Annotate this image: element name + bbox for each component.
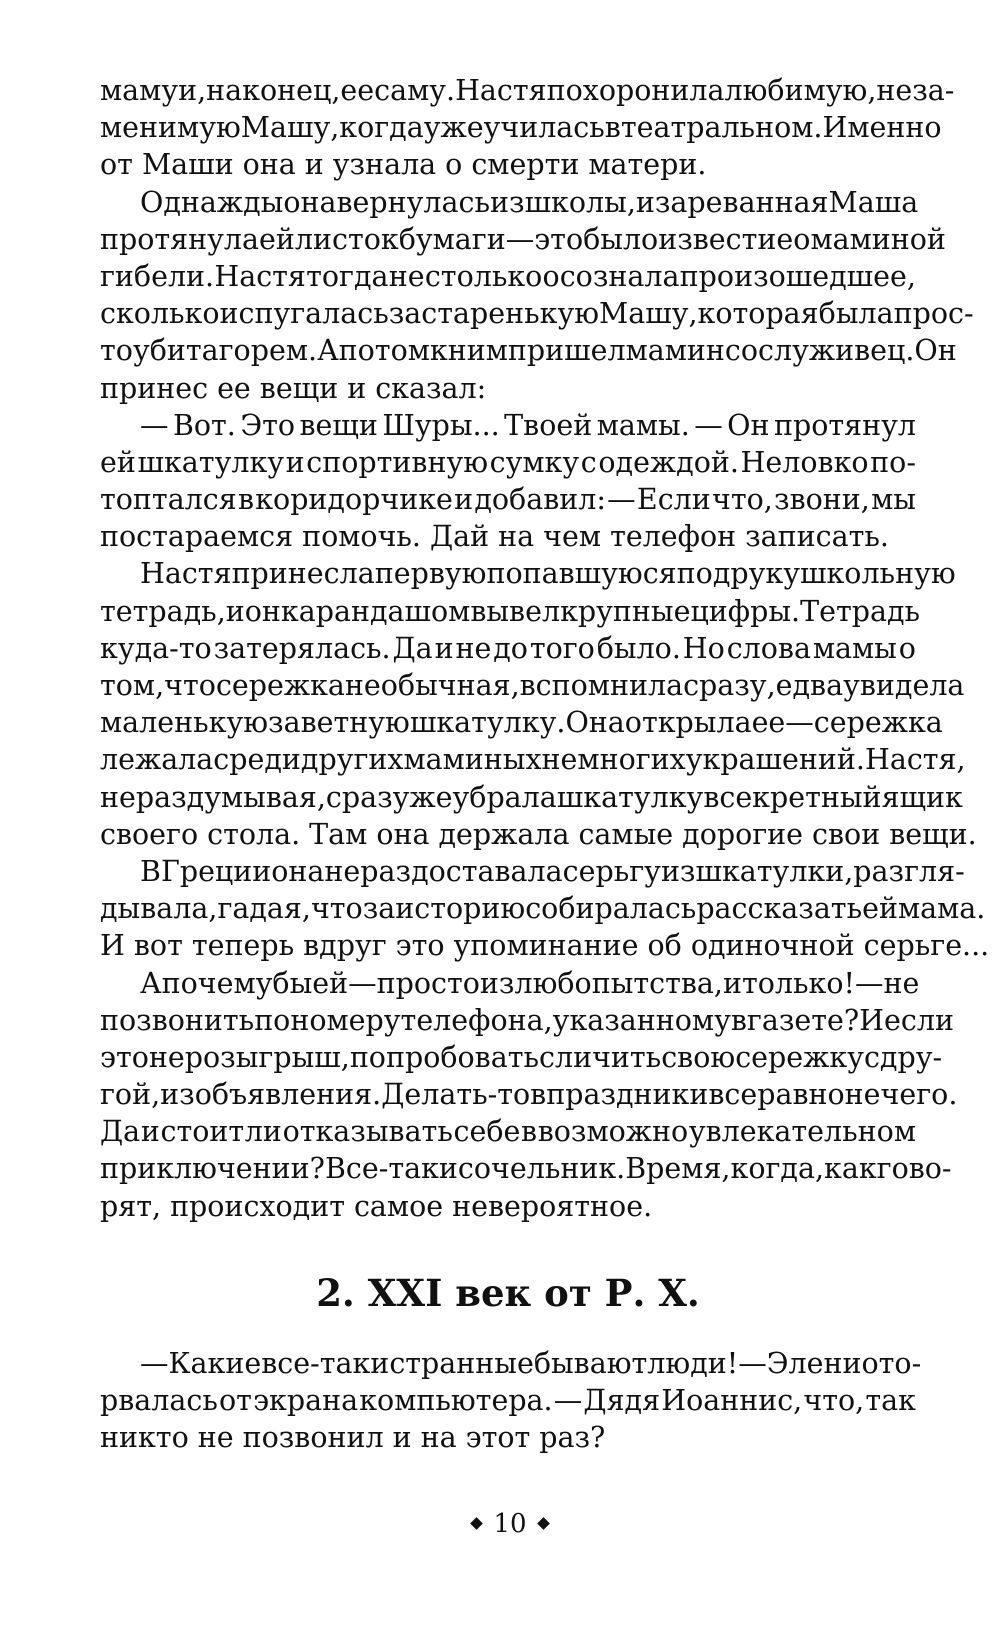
- text-line: И вот теперь вдруг это упоминание об одиночной серьге...: [100, 929, 990, 963]
- text-line: постараемся помочь. Дай на чем телефон записать.: [100, 520, 889, 554]
- page-number: 10: [493, 1509, 527, 1539]
- diamond-left-icon: [471, 1517, 484, 1530]
- text-line: В Греции она не раз доставала серьгу из шкатулки, разгля-: [140, 854, 965, 888]
- text-line: гибели. Настя тогда не столько осознала произошедшее,: [100, 259, 916, 293]
- text-line: никто не позвонил и на этот раз?: [100, 1421, 606, 1455]
- text-line: маленькую заветную шкатулку. Она открыла ее — сережка: [100, 706, 943, 740]
- body-text-block: [100, 72, 990, 1225]
- text-line: позвонить по номеру телефона, указанному в газете? И если: [100, 1003, 954, 1037]
- text-line: том, что сережка необычная, вспомнила сразу, едва увидела: [100, 669, 965, 702]
- text-line: от Маши она и узнала о смерти матери.: [100, 148, 707, 182]
- text-line: Да и стоит ли отказывать себе в возможно увлекательном: [100, 1115, 916, 1149]
- diamond-right-icon: [537, 1517, 550, 1530]
- text-line: то убита горем. А потом к ним пришел мамин сослуживец. Он: [100, 334, 957, 368]
- text-line: не раздумывая, сразу же убрала шкатулку в секретный ящик: [100, 780, 963, 814]
- text-line: приключении? Все-таки сочельник. Время, когда, как гово-: [100, 1152, 952, 1186]
- text-line: это не розыгрыш, попробовать сличить свою сережку с дру-: [100, 1040, 943, 1074]
- text-line: куда-то затерялась. Да и не до того было. Но слова мамы о: [100, 631, 916, 665]
- text-line: А почему бы ей — просто из любопытства, и только! — не: [140, 966, 920, 1000]
- text-line: рвалась от экрана компьютера. — Дядя Иоаннис, что, так: [100, 1384, 916, 1418]
- text-line: — Вот. Это вещи Шуры... Твоей мамы. — Он протянул: [140, 408, 916, 442]
- page-footer: [0, 1506, 1000, 1542]
- text-line: топтался в коридорчике и добавил: — Если что, звони, мы: [100, 483, 916, 517]
- text-line: маму и, наконец, ее саму. Настя похоронила любимую, неза-: [100, 74, 955, 107]
- text-line: — Какие все-таки странные бывают люди! — Элени ото-: [140, 1347, 922, 1380]
- text-line: принес ее вещи и сказал:: [100, 371, 487, 405]
- text-line: своего стола. Там она держала самые дорогие свои вещи.: [100, 817, 977, 851]
- chapter-text-block: [100, 1345, 922, 1457]
- text-line: лежала среди других маминых немногих украшений. Настя,: [100, 743, 966, 777]
- text-line: сколько испугалась за старенькую Машу, которая была прос-: [100, 297, 974, 331]
- text-line: ей шкатулку и спортивную сумку с одеждой. Неловко по-: [100, 445, 916, 479]
- text-line: рят, происходит самое невероятное.: [100, 1189, 653, 1223]
- text-line: Настя принесла первую попавшуюся под руку школьную: [140, 557, 956, 591]
- text-line: гой, из объявления. Делать-то в праздники все равно нечего.: [100, 1078, 958, 1112]
- text-line: Однажды она вернулась из школы, и зареванная Маша: [140, 185, 919, 219]
- text-line: менимую Машу, когда уже училась в театральном. Именно: [100, 111, 942, 145]
- chapter-heading: 2. XXI век от Р. Х.: [316, 1271, 700, 1315]
- text-line: дывала, гадая, что за историю собиралась рассказать ей мама.: [100, 892, 986, 926]
- text-line: протянула ей листок бумаги — это было известие о маминой: [100, 222, 946, 256]
- text-line: тетрадь, и он карандашом вывел крупные цифры. Тетрадь: [100, 594, 921, 628]
